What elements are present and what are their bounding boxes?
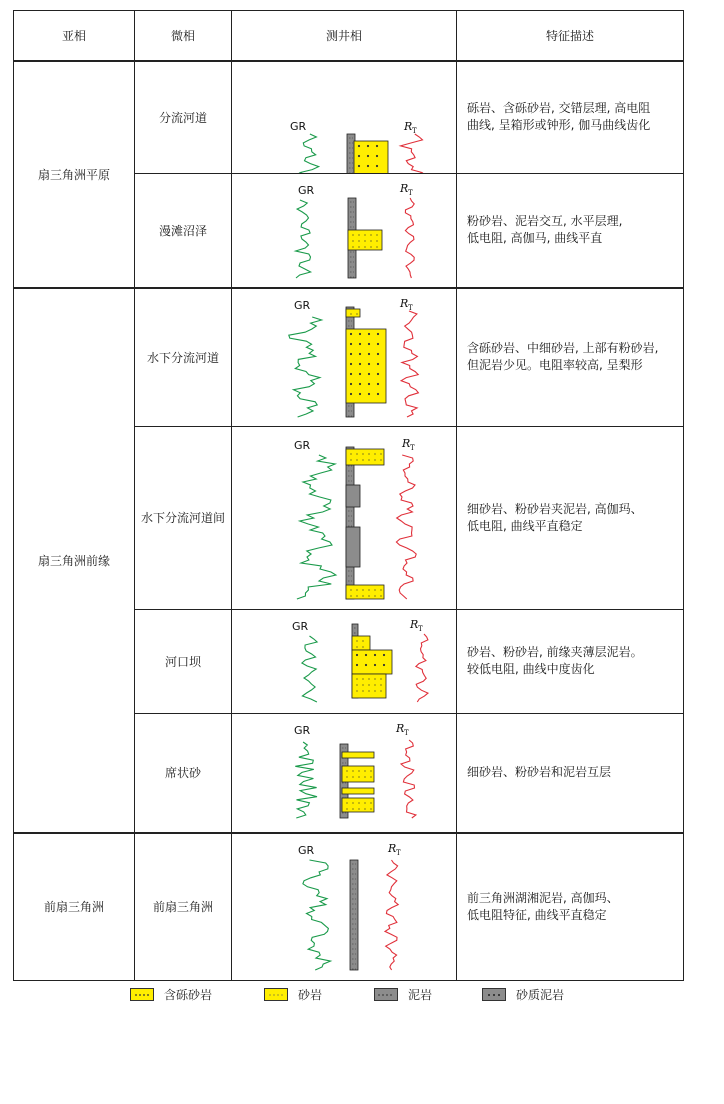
grain-dot (364, 234, 365, 235)
rt-subscript: T (408, 303, 413, 312)
grain-dot (358, 246, 359, 247)
grain-dot (356, 684, 357, 685)
grain-dot (350, 372, 352, 374)
grain-dot (352, 240, 353, 241)
log-cell (232, 288, 457, 427)
log-cell (232, 713, 457, 833)
mudstone-column (346, 447, 354, 599)
grain-dot (377, 372, 379, 374)
gr-label: GR (294, 298, 311, 312)
grain-dot (380, 678, 381, 679)
grain-dot (376, 234, 377, 235)
grain-dot (350, 595, 351, 596)
grain-dot (362, 646, 363, 647)
grain-dot (368, 459, 369, 460)
grain-dot (374, 678, 375, 679)
grain-dot (346, 802, 347, 803)
gr-curve (297, 455, 336, 599)
grain-dot (376, 164, 378, 166)
grain-dot (359, 342, 361, 344)
table-row (14, 288, 684, 427)
grain-dot (380, 595, 381, 596)
grain-dot (356, 646, 357, 647)
grain-dot (370, 808, 371, 809)
rt-curve (416, 634, 428, 702)
rt-curve (401, 311, 418, 417)
grain-dot (380, 459, 381, 460)
gr-label: GR (298, 843, 315, 857)
rt-label: R (400, 296, 409, 310)
grain-dot (358, 144, 360, 146)
gr-curve (300, 134, 319, 173)
rt-subscript: T (410, 443, 415, 452)
grain-dot (352, 808, 353, 809)
grain-dot (370, 246, 371, 247)
grain-dot (356, 313, 357, 314)
legend (130, 985, 590, 1003)
log-diagram (232, 834, 456, 980)
microfacies-cell: 席状砂 (135, 713, 232, 833)
rt-label: R (404, 119, 413, 133)
grain-dot (362, 459, 363, 460)
grain-dot (370, 776, 371, 777)
grain-dot (359, 332, 361, 334)
grain-dot (368, 595, 369, 596)
sandstone-swatch (264, 988, 288, 1001)
grain-dot (362, 453, 363, 454)
grain-dot (350, 332, 352, 334)
legend-label: 砂质泥岩 (516, 987, 565, 1002)
rt-label: R (400, 181, 409, 195)
grain-dot (346, 770, 347, 771)
grain-dot (350, 589, 351, 590)
grain-dot (368, 690, 369, 691)
sandstone-layer (342, 766, 374, 782)
grain-dot (370, 770, 371, 771)
grain-dot (359, 362, 361, 364)
legend-item (130, 985, 212, 1003)
mudstone-swatch (374, 988, 398, 1001)
grain-dot (350, 453, 351, 454)
table-row (14, 833, 684, 981)
log-diagram (232, 427, 456, 609)
grain-dot (364, 770, 365, 771)
sandstone-layer (352, 636, 370, 650)
microfacies-cell: 水下分流河道 (135, 288, 232, 427)
log-diagram (232, 714, 456, 832)
grain-dot (362, 678, 363, 679)
grain-dot (350, 352, 352, 354)
grain-dot (370, 802, 371, 803)
grain-dot (374, 595, 375, 596)
grain-dot (359, 352, 361, 354)
grain-dot (352, 770, 353, 771)
log-cell (232, 609, 457, 713)
grain-dot (368, 352, 370, 354)
grain-dot (368, 332, 370, 334)
microfacies-cell: 分流河道 (135, 61, 232, 174)
grain-dot (374, 663, 376, 665)
grain-dot (377, 392, 379, 394)
subfacies-cell: 扇三角洲前缘 (14, 288, 135, 833)
rt-subscript: T (418, 624, 423, 633)
grain-dot (374, 459, 375, 460)
log-cell (232, 426, 457, 609)
grain-dot (359, 382, 361, 384)
gr-label: GR (294, 723, 311, 737)
grain-dot (350, 342, 352, 344)
grain-dot (377, 362, 379, 364)
description-cell: 粉砂岩、泥岩交互, 水平层理, 低电阻, 高伽马, 曲线平直 (457, 173, 684, 288)
grain-dot (374, 453, 375, 454)
grain-dot (350, 459, 351, 460)
grain-dot (362, 640, 363, 641)
description-cell: 砾岩、含砾砂岩, 交错层理, 高电阻 曲线, 呈箱形或钟形, 伽马曲线齿化 (457, 61, 684, 174)
rt-label: R (388, 841, 397, 855)
grain-dot (376, 144, 378, 146)
mudstone-layer (346, 485, 360, 507)
microfacies-cell: 漫滩沼泽 (135, 173, 232, 288)
microfacies-cell: 前扇三角洲 (135, 833, 232, 981)
sandstone-layer (352, 674, 386, 698)
grain-dot (356, 663, 358, 665)
grain-dot (367, 154, 369, 156)
sandstone-layer (346, 585, 384, 599)
rt-label: R (402, 436, 411, 450)
grain-dot (358, 808, 359, 809)
grain-dot (364, 246, 365, 247)
grain-dot (358, 234, 359, 235)
gr-curve (296, 200, 311, 278)
grain-dot (356, 459, 357, 460)
grain-dot (358, 770, 359, 771)
sandstone-layer (342, 752, 374, 758)
gr-label: GR (294, 438, 311, 452)
grain-dot (356, 640, 357, 641)
grain-dot (356, 595, 357, 596)
grain-dot (367, 164, 369, 166)
sandstone-layer (342, 788, 374, 794)
header-logfacies: 测井相 (232, 11, 457, 61)
grain-dot (368, 392, 370, 394)
grain-dot (367, 144, 369, 146)
pebbly-sandstone-layer (346, 329, 386, 403)
grain-dot (352, 246, 353, 247)
facies-table (13, 10, 684, 981)
gr-label: GR (290, 119, 307, 133)
rt-curve (401, 134, 425, 173)
gr-label: GR (298, 183, 315, 197)
grain-dot (380, 589, 381, 590)
gr-curve (295, 742, 317, 818)
grain-dot (352, 776, 353, 777)
description-cell: 含砾砂岩、中细砂岩, 上部有粉砂岩, 但泥岩少见。电阻率较高, 呈梨形 (457, 288, 684, 427)
grain-dot (358, 240, 359, 241)
legend-item (482, 985, 564, 1003)
sandstone-layer (342, 798, 374, 812)
grain-dot (358, 776, 359, 777)
grain-dot (370, 240, 371, 241)
description-cell: 细砂岩、粉砂岩夹泥岩, 高伽玛、 低电阻, 曲线平直稳定 (457, 426, 684, 609)
grain-dot (364, 240, 365, 241)
pebbly-sandstone-swatch (130, 988, 154, 1001)
sandstone-layer (346, 309, 360, 317)
grain-dot (368, 589, 369, 590)
grain-dot (376, 246, 377, 247)
grain-dot (350, 362, 352, 364)
grain-dot (377, 382, 379, 384)
grain-dot (380, 684, 381, 685)
gr-curve (303, 860, 331, 970)
header-microfacies: 微相 (135, 11, 232, 61)
description-cell: 前三角洲湖湘泥岩, 高伽玛、 低电阻特征, 曲线平直稳定 (457, 833, 684, 981)
grain-dot (356, 453, 357, 454)
rt-subscript: T (408, 188, 413, 197)
grain-dot (350, 382, 352, 384)
grain-dot (368, 678, 369, 679)
grain-dot (383, 653, 385, 655)
rt-curve (396, 455, 416, 599)
grain-dot (356, 690, 357, 691)
rt-subscript: T (396, 848, 401, 857)
description-cell: 细砂岩、粉砂岩和泥岩互层 (457, 713, 684, 833)
legend-item (374, 985, 432, 1003)
gr-curve (302, 636, 317, 702)
grain-dot (377, 342, 379, 344)
header-row (14, 11, 684, 61)
grain-dot (365, 653, 367, 655)
grain-dot (356, 589, 357, 590)
log-cell (232, 173, 457, 288)
table-row (14, 61, 684, 174)
legend-item (264, 985, 322, 1003)
header-description: 特征描述 (457, 11, 684, 61)
grain-dot (377, 332, 379, 334)
grain-dot (352, 802, 353, 803)
grain-dot (383, 663, 385, 665)
subfacies-cell: 扇三角洲平原 (14, 61, 135, 288)
log-cell (232, 833, 457, 981)
legend-label: 砂岩 (298, 987, 323, 1002)
grain-dot (368, 382, 370, 384)
grain-dot (362, 589, 363, 590)
description-cell: 砂岩、粉砂岩, 前缘夹薄层泥岩。 较低电阻, 曲线中度齿化 (457, 609, 684, 713)
log-diagram (232, 289, 456, 426)
grain-dot (356, 678, 357, 679)
rt-subscript: T (404, 728, 409, 737)
grain-dot (368, 453, 369, 454)
log-diagram (232, 610, 456, 713)
grain-dot (358, 154, 360, 156)
log-diagram (232, 62, 456, 173)
grain-dot (362, 684, 363, 685)
grain-dot (359, 392, 361, 394)
mudstone-column (350, 860, 358, 970)
grain-dot (358, 164, 360, 166)
legend-label: 泥岩 (408, 987, 433, 1002)
rt-curve (385, 860, 398, 970)
mudstone-layer (346, 527, 360, 567)
grain-dot (380, 453, 381, 454)
rt-label: R (410, 617, 419, 631)
grain-dot (350, 392, 352, 394)
grain-dot (380, 690, 381, 691)
grain-dot (368, 362, 370, 364)
gr-label: GR (292, 619, 309, 633)
log-cell (232, 61, 457, 174)
grain-dot (359, 372, 361, 374)
grain-dot (376, 240, 377, 241)
grain-dot (364, 776, 365, 777)
grain-dot (364, 808, 365, 809)
sandstone-layer (346, 449, 384, 465)
grain-dot (365, 663, 367, 665)
grain-dot (352, 234, 353, 235)
sandy-mudstone-swatch (482, 988, 506, 1001)
grain-dot (374, 653, 376, 655)
grain-dot (376, 154, 378, 156)
legend-label: 含砾砂岩 (164, 987, 213, 1002)
grain-dot (374, 684, 375, 685)
rt-label: R (396, 721, 405, 735)
grain-dot (374, 690, 375, 691)
grain-dot (368, 684, 369, 685)
grain-dot (356, 653, 358, 655)
microfacies-cell: 水下分流河道间 (135, 426, 232, 609)
gr-curve (289, 317, 322, 417)
microfacies-cell: 河口坝 (135, 609, 232, 713)
grain-dot (368, 372, 370, 374)
rt-curve (405, 198, 414, 278)
grain-dot (377, 352, 379, 354)
rt-subscript: T (412, 126, 417, 135)
grain-dot (362, 690, 363, 691)
grain-dot (346, 808, 347, 809)
header-subfacies: 亚相 (14, 11, 135, 61)
pebbly-sandstone-layer (352, 650, 392, 674)
grain-dot (358, 802, 359, 803)
grain-dot (370, 234, 371, 235)
log-diagram (232, 174, 456, 287)
rt-curve (401, 740, 416, 818)
grain-dot (368, 342, 370, 344)
subfacies-cell: 前扇三角洲 (14, 833, 135, 981)
grain-dot (362, 595, 363, 596)
grain-dot (374, 589, 375, 590)
grain-dot (364, 802, 365, 803)
grain-dot (346, 776, 347, 777)
grain-dot (350, 313, 351, 314)
